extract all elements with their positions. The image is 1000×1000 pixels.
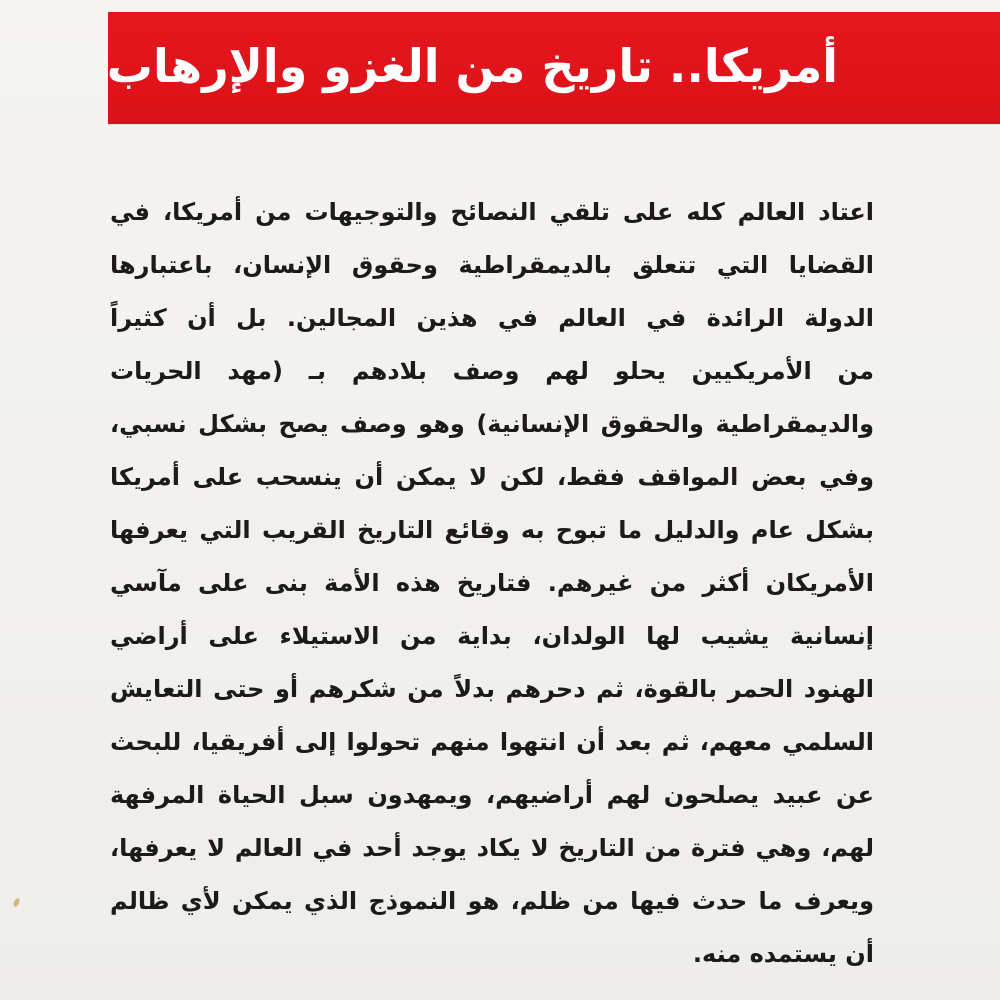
paragraph-line: الأمريكان أكثر من غيرهم. فتاريخ هذه الأمة بنى على مآسي — [110, 569, 874, 597]
paragraph-line: لهم، وهي فترة من التاريخ لا يكاد يوجد أحد في العالم لا يعرفها، — [110, 834, 874, 862]
paragraph-line: إنسانية يشيب لها الولدان، بداية من الاستيلاء على أراضي — [110, 622, 874, 650]
paragraph-line: السلمي معهم، ثم بعد أن انتهوا منهم تحولوا إلى أفريقيا، للبحث — [110, 728, 874, 756]
paragraph-line: القضايا التي تتعلق بالديمقراطية وحقوق الإنسان، باعتبارها — [110, 251, 874, 279]
title-banner — [108, 12, 1000, 124]
paragraph-line: الهنود الحمر بالقوة، ثم دحرهم بدلاً من شكرهم أو حتى التعايش — [110, 675, 874, 703]
paragraph-line: ويعرف ما حدث فيها من ظلم، هو النموذج الذي يمكن لأي ظالم — [110, 887, 874, 915]
paragraph-line: من الأمريكيين يحلو لهم وصف بلادهم بـ (مهد الحريات — [110, 357, 874, 385]
article-title: أمريكا.. تاريخ من الغزو والإرهاب — [106, 39, 838, 93]
paragraph-line: وفي بعض المواقف فقط، لكن لا يمكن أن ينسحب على أمريكا — [110, 463, 874, 491]
paragraph-line: عن عبيد يصلحون لهم أراضيهم، ويمهدون سبل الحياة المرفهة — [110, 781, 874, 809]
paragraph-line: اعتاد العالم كله على تلقي النصائح والتوجيهات من أمريكا، في — [110, 198, 874, 226]
paper-speck — [12, 897, 20, 907]
paragraph-line-last: أن يستمده منه. — [692, 940, 874, 968]
paragraph-line: الدولة الرائدة في العالم في هذين المجالين. بل أن كثيراً — [110, 304, 874, 332]
paragraph-line: والديمقراطية والحقوق الإنسانية) وهو وصف يصح بشكل نسبي، — [110, 410, 874, 438]
article-body — [110, 186, 874, 981]
paragraph-line: بشكل عام والدليل ما تبوح به وقائع التاريخ القريب التي يعرفها — [110, 516, 874, 544]
